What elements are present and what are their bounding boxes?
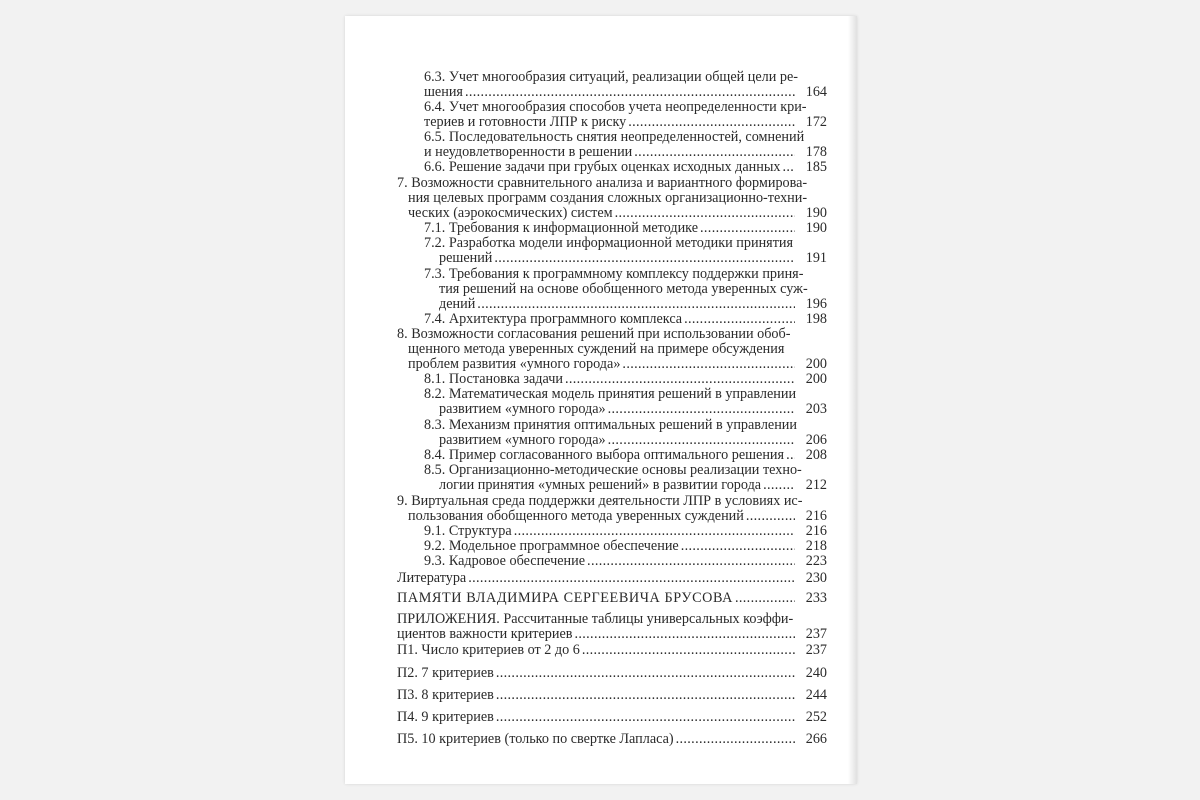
toc-page-number: 196 (805, 296, 827, 312)
dot-leader (676, 732, 795, 747)
toc-page-number: 200 (805, 371, 827, 387)
dot-leader (574, 627, 795, 642)
toc-entry (397, 327, 797, 372)
toc-entry-text: дений (439, 296, 476, 312)
dot-leader (608, 433, 795, 448)
toc-entry (397, 688, 797, 703)
toc-entry (424, 312, 797, 327)
dot-leader (496, 688, 795, 703)
dot-leader (684, 312, 795, 327)
toc-entry-text: ческих (аэрокосмических) систем (408, 205, 613, 221)
toc-page-number: 185 (805, 159, 827, 175)
toc-entry-text: 7.3. Требования к программному комплексу поддержки приня- (424, 266, 804, 282)
toc-entry (397, 612, 797, 642)
dot-leader (494, 251, 795, 266)
toc-page-number: 203 (805, 401, 827, 417)
dot-leader (496, 666, 795, 681)
toc-entry-text: 8.3. Механизм принятия оптимальных решений в управлении (424, 417, 797, 433)
toc-entry (424, 236, 797, 266)
dot-leader (615, 206, 795, 221)
toc-entry-text: 9.3. Кадровое обеспечение (424, 553, 586, 569)
toc-page-number: 200 (805, 356, 827, 372)
toc-entry (397, 710, 797, 725)
dot-leader (786, 448, 795, 463)
toc-entry-text: логии принятия «умных решений» в развитии города (439, 477, 762, 493)
toc-entry-text: териев и готовности ЛПР к риску (424, 114, 627, 130)
toc-page-number: 191 (805, 250, 827, 266)
table-of-contents (345, 16, 857, 784)
toc-entry-text: шения (424, 84, 463, 100)
toc-entry-text: 6.4. Учет многообразия способов учета неопределенности кри- (424, 99, 807, 115)
toc-page-number: 190 (805, 205, 827, 221)
toc-entry-text: развитием «умного города» (439, 432, 606, 448)
toc-page-number: 212 (805, 477, 827, 493)
toc-page-number: 266 (805, 731, 827, 747)
toc-entry-text: ПАМЯТИ ВЛАДИМИРА СЕРГЕЕВИЧА БРУСОВА (397, 590, 733, 606)
toc-entry-text: П5. 10 критериев (только по свертке Лапласа) (397, 731, 674, 747)
toc-entry-text: П3. 8 критериев (397, 687, 494, 703)
toc-page-number: 230 (805, 570, 827, 586)
toc-entry (424, 539, 797, 554)
dot-leader (634, 145, 795, 160)
toc-entry-text: 7.1. Требования к информационной методике (424, 220, 699, 236)
toc-entry-text: 6.3. Учет многообразия ситуаций, реализации общей цели ре- (424, 69, 799, 85)
toc-entry (397, 493, 803, 524)
dot-leader (783, 160, 796, 175)
toc-entry-text: 6.5. Последовательность снятия неопределенностей, сомнений (424, 129, 805, 145)
dot-leader (622, 357, 795, 372)
toc-entry-text: П1. Число критериев от 2 до 6 (397, 642, 580, 658)
toc-entry-text: проблем развития «умного города» (408, 356, 621, 372)
toc-entry (424, 160, 797, 175)
toc-page-number: 206 (805, 432, 827, 448)
dot-leader (746, 509, 795, 524)
toc-page-number: 240 (805, 665, 827, 681)
toc-page-number: 237 (805, 626, 827, 642)
toc-page-number: 218 (805, 538, 827, 554)
toc-entry-text: 8.4. Пример согласованного выбора оптимального решения (424, 447, 785, 463)
toc-entry-text: пользования обобщенного метода уверенных суждений (408, 508, 744, 524)
dot-leader (514, 524, 795, 539)
toc-page-number: 190 (805, 220, 827, 236)
dot-leader (608, 402, 795, 417)
toc-entry (424, 387, 797, 417)
toc-entry (424, 70, 797, 100)
dot-leader (628, 115, 795, 130)
toc-entry (397, 175, 808, 221)
dot-leader (565, 372, 795, 387)
toc-page-number: 244 (805, 687, 827, 703)
toc-entry (424, 266, 808, 312)
toc-entry-text: тия решений на основе обобщенного метода уверенных суж- (439, 281, 808, 297)
toc-entry-text: П2. 7 критериев (397, 665, 494, 681)
toc-entry (424, 418, 797, 448)
toc-entry-text: ния целевых программ создания сложных организационно-техни- (408, 190, 808, 206)
toc-entry-text: 7.4. Архитектура программного комплекса (424, 311, 683, 327)
toc-entry (424, 448, 797, 463)
dot-leader (735, 591, 795, 606)
toc-entry (424, 99, 807, 130)
toc-entry-text: циентов важности критериев (397, 626, 573, 642)
toc-entry-text: ПРИЛОЖЕНИЯ. Рассчитанные таблицы универсальных коэффи- (397, 611, 794, 627)
toc-page-number: 252 (805, 709, 827, 725)
toc-entry-text: П4. 9 критериев (397, 709, 494, 725)
toc-page-number: 208 (805, 447, 827, 463)
toc-entry-text: 9. Виртуальная среда поддержки деятельности ЛПР в условиях ис- (397, 493, 803, 509)
dot-leader (477, 297, 795, 312)
toc-entry-text: 8.2. Математическая модель принятия решений в управлении (424, 386, 797, 402)
toc-entry-text: 6.6. Решение задачи при грубых оценках исходных данных (424, 159, 781, 175)
dot-leader (763, 478, 795, 493)
toc-entry-text: и неудовлетворенности в решении (424, 144, 633, 160)
book-page (345, 16, 857, 784)
toc-entry-text: 8.5. Организационно-методические основы реализации техно- (424, 462, 802, 478)
toc-entry (424, 129, 805, 160)
toc-entry-text: Литература (397, 570, 467, 586)
toc-entry (397, 591, 797, 606)
toc-entry (397, 643, 797, 658)
toc-entry-text: щенного метода уверенных суждений на примере обсуждения (408, 341, 785, 357)
toc-page-number: 216 (805, 523, 827, 539)
toc-entry-text: 8. Возможности согласования решений при использовании обоб- (397, 326, 791, 342)
dot-leader (582, 643, 795, 658)
toc-entry-text: 8.1. Постановка задачи (424, 371, 563, 387)
toc-entry (424, 554, 797, 569)
toc-entry-text: 9.2. Модельное программное обеспечение (424, 538, 679, 554)
dot-leader (681, 539, 795, 554)
dot-leader (700, 221, 795, 236)
toc-entry-text: 7.2. Разработка модели информационной методики принятия (424, 235, 794, 251)
toc-page-number: 237 (805, 642, 827, 658)
toc-page-number: 216 (805, 508, 827, 524)
dot-leader (496, 710, 795, 725)
toc-entry (397, 666, 797, 681)
toc-entry (424, 524, 797, 539)
toc-entry (397, 732, 797, 747)
toc-entry-text: 7. Возможности сравнительного анализа и вариантного формирова- (397, 175, 808, 191)
toc-entry (424, 221, 797, 236)
toc-entry-text: развитием «умного города» (439, 401, 606, 417)
toc-entry (424, 372, 797, 387)
toc-page-number: 198 (805, 311, 827, 327)
toc-page-number: 172 (805, 114, 827, 130)
dot-leader (468, 571, 795, 586)
toc-entry-text: решений (439, 250, 493, 266)
toc-page-number: 164 (805, 84, 827, 100)
toc-entry (397, 571, 797, 586)
toc-page-number: 233 (805, 590, 827, 606)
toc-page-number: 223 (805, 553, 827, 569)
toc-entry-text: 9.1. Структура (424, 523, 512, 539)
toc-entry (424, 462, 802, 493)
dot-leader (587, 554, 795, 569)
toc-page-number: 178 (805, 144, 827, 160)
dot-leader (465, 85, 795, 100)
